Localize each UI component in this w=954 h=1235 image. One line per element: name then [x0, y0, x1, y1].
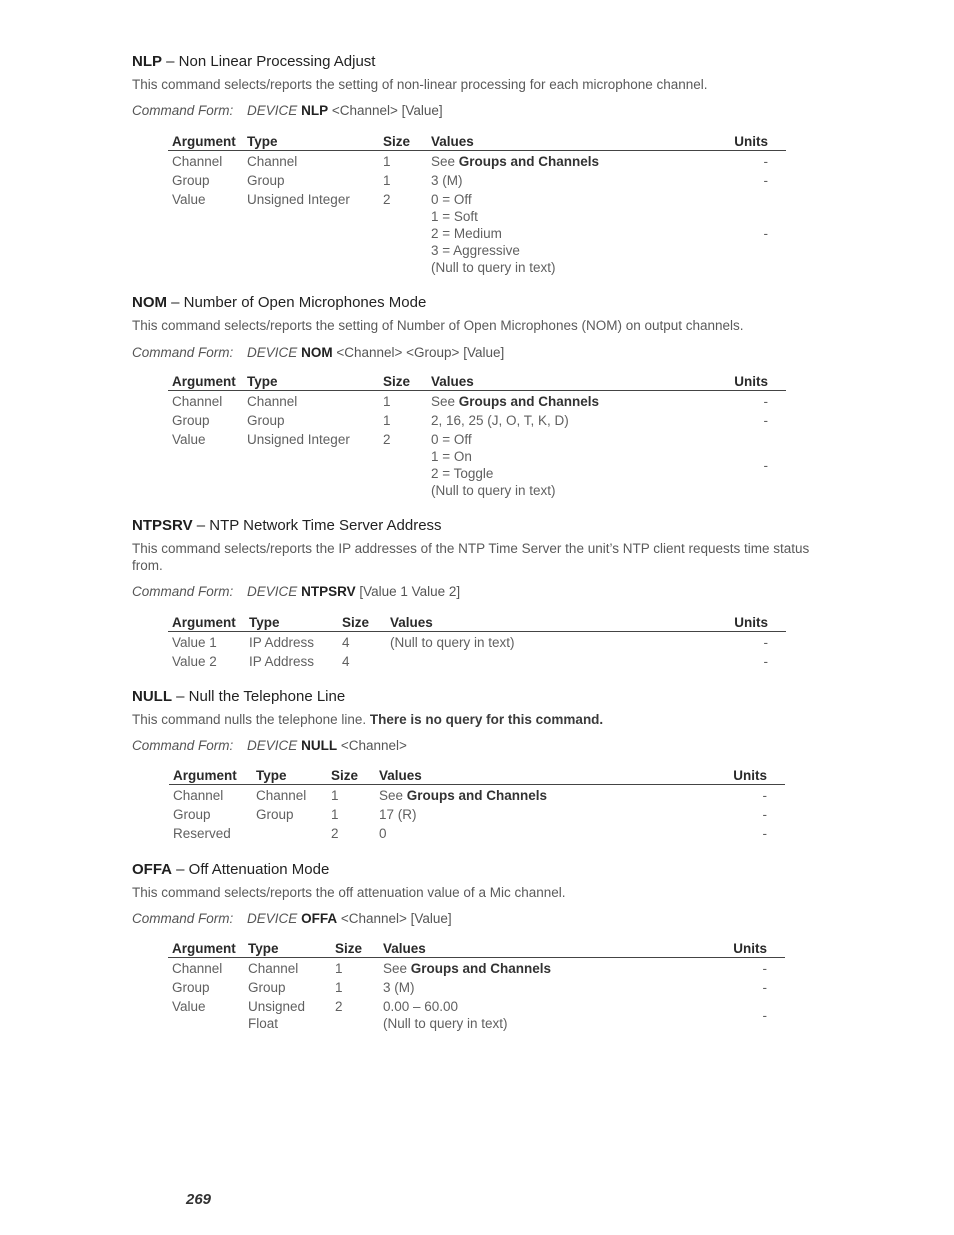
section-title: NOM – Number of Open Microphones Mode [132, 294, 427, 311]
command-form: Command Form: DEVICE NLP <Channel> [Value] [132, 103, 443, 118]
section-title: NTPSRV – NTP Network Time Server Address [132, 517, 442, 534]
section-ntpsrv [132, 517, 822, 600]
section-title: NULL – Null the Telephone Line [132, 688, 346, 705]
table-header-row: Argument Type Size Values Units [168, 614, 786, 632]
section-description: This command selects/reports the setting of Number of Open Microphones (NOM) on output channels. [132, 318, 744, 333]
groups-and-channels-ref: Groups and Channels [458, 154, 600, 169]
section-title: OFFA – Off Attenuation Mode [132, 861, 330, 878]
command-form: Command Form: DEVICE NTPSRV [Value 1 Value 2] [132, 584, 461, 599]
table-row: Group Group 1 17 (R) - [173, 807, 767, 822]
section-description: This command selects/reports the setting of non-linear processing for each microphone channel. [132, 77, 708, 92]
section-nlp [132, 53, 822, 119]
table-row: Value 1 IP Address 4 (Null to query in text) - [172, 635, 768, 650]
argument-table-offa [168, 940, 785, 1032]
section-description: This command nulls the telephone line. There is no query for this command. [132, 712, 604, 727]
groups-and-channels-ref: Groups and Channels [458, 394, 600, 409]
table-header-row: Argument Type Size Values Units [168, 373, 786, 391]
table-row: Value Unsigned Integer 2 0 = Off 1 = Soft 2 = Medium 3 = Aggressive (Null to query in text) - [172, 192, 768, 275]
argument-table-nom [168, 373, 786, 499]
table-row: Channel Channel 1 See Groups and Channels - [172, 961, 767, 976]
table-row: Group Group 1 2, 16, 25 (J, O, T, K, D) - [172, 413, 768, 428]
section-nom [132, 294, 822, 361]
table-header-row: Argument Type Size Values Units [168, 940, 785, 958]
table-row: Value Unsigned Float 2 0.00 – 60.00 (Null to query in text) - [172, 999, 767, 1031]
section-description: This command selects/reports the IP addresses of the NTP Time Server the unit’s NTP client requests time status from. [132, 541, 810, 573]
command-form: Command Form: DEVICE OFFA <Channel> [Value] [132, 911, 452, 926]
table-row: Reserved 2 0 - [173, 826, 767, 841]
argument-table-ntpsrv [168, 614, 786, 670]
command-form: Command Form: DEVICE NOM <Channel> <Group> [Value] [132, 345, 505, 360]
groups-and-channels-ref: Groups and Channels [406, 788, 548, 803]
table-row: Channel Channel 1 See Groups and Channels - [172, 394, 768, 409]
table-header-row: Argument Type Size Values Units [169, 767, 785, 785]
argument-table-null [169, 767, 785, 842]
section-null [132, 688, 822, 754]
table-header-row: Argument Type Size Values Units [168, 133, 786, 151]
command-form: Command Form: DEVICE NULL <Channel> [132, 738, 407, 753]
table-row: Channel Channel 1 See Groups and Channels - [172, 154, 768, 169]
page-number: 269 [186, 1191, 212, 1208]
table-row: Group Group 1 3 (M) - [172, 980, 767, 995]
table-row: Group Group 1 3 (M) - [172, 173, 768, 188]
groups-and-channels-ref: Groups and Channels [410, 961, 552, 976]
section-title: NLP – Non Linear Processing Adjust [132, 53, 376, 70]
table-row: Channel Channel 1 See Groups and Channels - [173, 788, 767, 803]
table-row: Value Unsigned Integer 2 0 = Off 1 = On 2 = Toggle (Null to query in text) - [172, 432, 768, 498]
argument-table-nlp [168, 133, 786, 276]
table-row: Value 2 IP Address 4 - [172, 654, 768, 669]
section-offa [132, 861, 822, 927]
section-description: This command selects/reports the off attenuation value of a Mic channel. [132, 885, 566, 900]
